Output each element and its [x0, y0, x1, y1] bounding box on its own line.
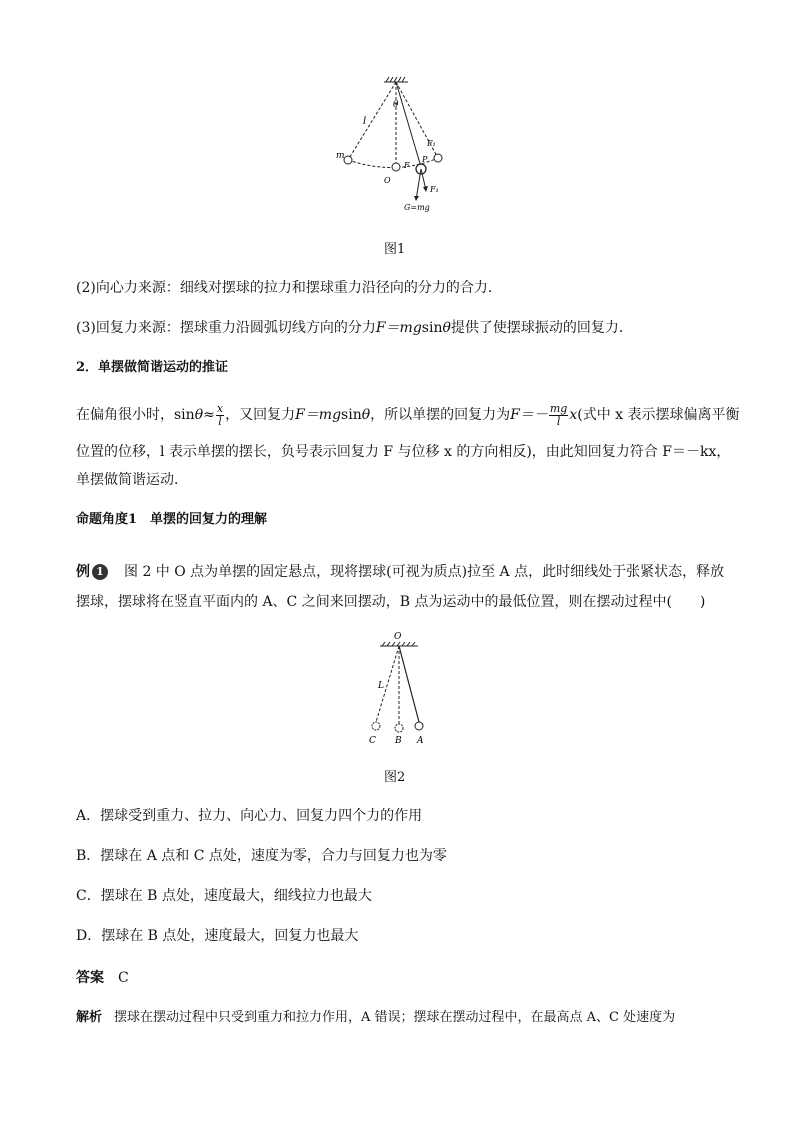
- derivation-line-3: 单摆做简谐运动．: [76, 472, 188, 488]
- example-number-badge: 1: [92, 564, 108, 580]
- label-f1-upper: F₁: [427, 139, 436, 148]
- label-gravity: G=mg: [404, 203, 430, 212]
- analysis-line: [76, 1008, 675, 1028]
- restoring-text-a: (3)回复力来源：摆球重力沿圆弧切线方向的分力: [76, 320, 376, 336]
- label-a-fig2: A: [417, 736, 424, 746]
- frac2-den: l: [556, 414, 561, 428]
- bob-left: [344, 156, 352, 164]
- ceiling-hatch: [384, 77, 408, 82]
- deriv-text-a: 在偏角很小时，sin: [76, 407, 195, 423]
- bob-c: [372, 722, 380, 730]
- bob-center: [392, 163, 400, 171]
- deriv-f2: F＝－: [510, 407, 548, 423]
- para-centripetal-source: (2)向心力来源：细线对摆球的拉力和摆球重力沿径向的分力的合力．: [76, 280, 502, 296]
- ceiling-hatch-fig2: [380, 642, 418, 646]
- deriv-f: F＝mg: [295, 407, 342, 423]
- figure-2-pendulum-diagram: [360, 630, 440, 748]
- option-c: C．摆球在 B 点处，速度最大，细线拉力也最大: [76, 888, 372, 904]
- restoring-theta: θ: [442, 320, 451, 336]
- deriv-theta-2: θ: [361, 407, 371, 423]
- label-b-fig2: B: [395, 736, 402, 746]
- option-b: B．摆球在 A 点和 C 点处，速度为零，合力与回复力也为零: [76, 848, 447, 864]
- restoring-text-b: 提供了使摆球振动的回复力．: [450, 320, 633, 336]
- label-o-fig2: O: [394, 632, 402, 642]
- deriv-text-d: (式中 x 表示摆球偏离平衡: [577, 407, 740, 423]
- deriv-theta: θ: [194, 407, 204, 423]
- answer-label: 答案: [76, 970, 104, 986]
- answer-line: [76, 968, 129, 988]
- angle-heading: 命题角度1 单摆的回复力的理解: [76, 512, 268, 527]
- frac1-num: x: [216, 401, 224, 415]
- deriv-x: x: [569, 407, 578, 423]
- figure-2-caption: 图2: [384, 770, 406, 785]
- fraction-x-over-l: [216, 403, 224, 428]
- option-a: A．摆球受到重力、拉力、向心力、回复力四个力的作用: [76, 808, 423, 824]
- label-l-fig2: L: [378, 681, 384, 691]
- frac1-den: l: [218, 414, 222, 428]
- answer-value: C: [118, 970, 129, 986]
- option-d: D．摆球在 B 点处，速度最大，回复力也最大: [76, 928, 359, 944]
- string-a: [399, 646, 419, 722]
- label-f: F: [404, 161, 410, 170]
- deriv-text-c: ，所以单摆的回复力为: [370, 407, 511, 423]
- example-text-1: 图 2 中 O 点为单摆的固定悬点，现将摆球(可视为质点)拉至 A 点，此时细线处于张紧状态，释放: [124, 564, 725, 580]
- label-o: O: [384, 176, 391, 185]
- analysis-label: 解析: [76, 1010, 103, 1025]
- figure-1-caption: 图1: [384, 242, 406, 257]
- deriv-text-b: ，又回复力: [225, 407, 296, 423]
- section-2-title: 2．单摆做简谐运动的推证: [76, 360, 229, 375]
- derivation-line-1: [76, 400, 740, 430]
- para-restoring-source: [76, 318, 633, 338]
- string-left: [348, 82, 396, 160]
- frac2-num: mg: [549, 401, 568, 415]
- label-p: P: [422, 155, 428, 164]
- bob-right: [434, 154, 442, 162]
- restoring-formula: F＝mg: [375, 320, 422, 336]
- deriv-approx: ≈: [203, 407, 215, 423]
- fraction-mg-over-l: [549, 403, 568, 428]
- example-line-2: 摆球，摆球将在竖直平面内的 A、C 之间来回摆动，B 点为运动中的最低位置，则在摆动过程中( ): [76, 594, 706, 610]
- string-current: [396, 82, 421, 167]
- label-f1-lower: F₁: [430, 185, 439, 194]
- derivation-line-2: 位置的位移，l 表示单摆的摆长，负号表示回复力 F 与位移 x 的方向相反)，由此知回复力符合 F＝－kx，: [76, 444, 731, 460]
- bob-a: [415, 722, 423, 730]
- figure-1-pendulum-diagram: [334, 72, 464, 217]
- deriv-sin: sin: [341, 407, 362, 423]
- example-line-1: [76, 562, 724, 582]
- restoring-sin: sin: [421, 320, 443, 336]
- example-tag: 例: [76, 564, 90, 580]
- label-c-fig2: C: [369, 736, 376, 746]
- bob-b: [395, 724, 403, 732]
- label-theta: θ: [393, 100, 399, 110]
- label-l: l: [363, 116, 367, 127]
- label-m: m: [336, 151, 345, 161]
- analysis-text: 摆球在摆动过程中只受到重力和拉力作用，A 错误；摆球在摆动过程中，在最高点 A、C 处速度为: [114, 1010, 676, 1025]
